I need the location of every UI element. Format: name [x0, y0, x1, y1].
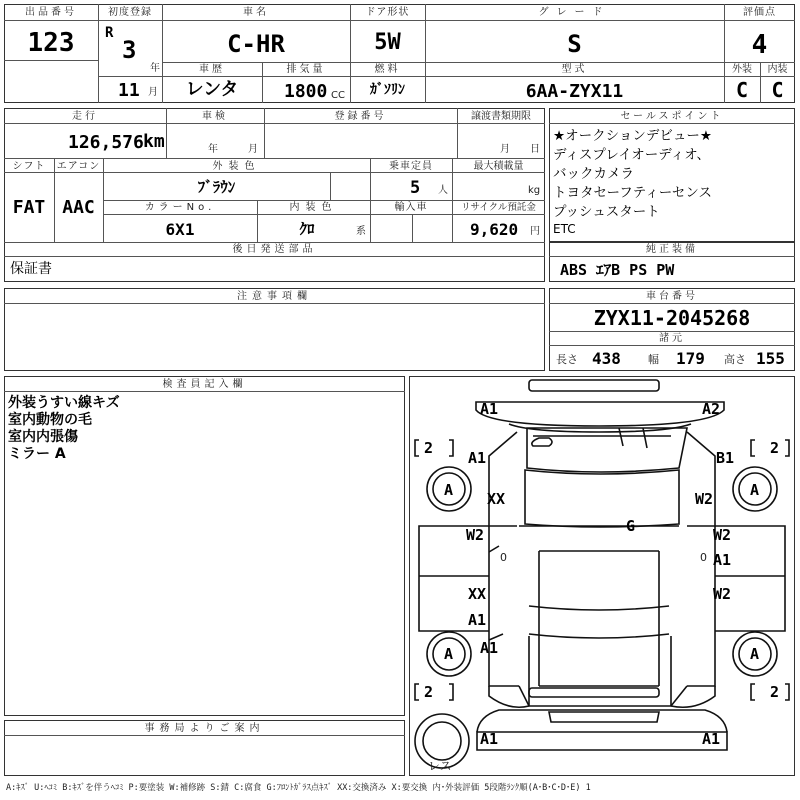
- chassis-label: 車台番号: [646, 291, 698, 302]
- reg-year: 3: [122, 36, 137, 64]
- tire-rl: 2: [424, 683, 434, 701]
- mark-right-zero: 0: [700, 551, 707, 564]
- reg-year-unit: 年: [150, 63, 160, 74]
- capacity: 5: [410, 178, 421, 198]
- inspector-label: 検査員記入欄: [162, 379, 247, 390]
- chassis-number: ZYX11-2045268: [593, 306, 751, 330]
- mark-left-xx: XX: [487, 490, 506, 508]
- reg-month-unit: 月: [148, 87, 158, 98]
- int-color: ｸﾛ: [299, 220, 315, 238]
- interior-score: C: [771, 78, 784, 102]
- mark-wheel-rr: A: [750, 645, 760, 663]
- mark-wheel-fr: A: [750, 481, 760, 499]
- mark-left-front-door: W2: [466, 526, 485, 544]
- mileage-unit: km: [143, 131, 165, 152]
- recycle-unit: 円: [530, 226, 540, 237]
- inspector-line: ミラー A: [8, 446, 66, 462]
- later-parts: 保証書: [10, 261, 52, 277]
- load-label: 最大積載量: [473, 161, 524, 172]
- mark-rear-right: A1: [702, 730, 721, 748]
- score: 4: [751, 30, 768, 60]
- fuel-label: 燃料: [374, 64, 401, 75]
- sales-label: セールスポイント: [620, 111, 724, 122]
- door-type: 5W: [374, 30, 401, 55]
- mark-right-w2: W2: [695, 490, 714, 508]
- color-no-label: カラーNo.: [144, 202, 216, 213]
- width: 179: [676, 349, 705, 368]
- capacity-unit: 人: [438, 185, 448, 196]
- mark-right-fender: B1: [716, 449, 735, 467]
- sales-line: トヨタセーフティーセンス: [553, 185, 713, 201]
- inspection-label: 車検: [202, 111, 228, 122]
- transfer-day-unit: 日: [530, 144, 540, 155]
- model-label: 型式: [561, 64, 588, 75]
- ext-color: ﾌﾞﾗｳﾝ: [197, 178, 236, 196]
- length-label: 長さ: [556, 353, 578, 366]
- tire-rr: 2: [770, 683, 780, 701]
- era: R: [105, 25, 114, 41]
- sales-line: ディスプレイオーディオ、: [553, 147, 711, 163]
- lot-label: 出品番号: [25, 7, 77, 18]
- mark-front-right: A2: [702, 400, 721, 418]
- history-label: 車歴: [199, 64, 225, 75]
- sales-line: プッシュスタート: [553, 204, 660, 220]
- legend: A:ｷｽﾞ U:ﾍｺﾐ B:ｷｽﾞを伴うﾍｺﾐ P:要塗装 W:補修跡 S:錆 C:腐食 G:ﾌﾛﾝﾄｶﾞﾗｽ点ｷｽﾞ XX:交換済み X:要交換 内･外装評価 5段階ﾗﾝｸ順(A･B･C･D･E) 1: [6, 783, 591, 793]
- width-label: 幅: [648, 353, 659, 366]
- exterior-label: 外装: [732, 64, 752, 75]
- mark-front-left: A1: [480, 400, 499, 418]
- inspection-year-unit: 年: [208, 144, 218, 155]
- mark-right-front-door: W2: [713, 526, 732, 544]
- equip-label: 純正装備: [646, 244, 698, 255]
- ac: AAC: [62, 197, 95, 218]
- equip-value: ABS ｴｱB PS PW: [560, 261, 675, 279]
- displacement-unit: CC: [331, 90, 345, 101]
- sales-line: ★オークションデビュー★: [553, 128, 712, 144]
- transfer-month-unit: 月: [500, 144, 510, 155]
- mark-right-rear-door: W2: [713, 585, 732, 603]
- shift-label: シフト: [12, 161, 46, 172]
- inspection-month-unit: 月: [248, 144, 258, 155]
- mark-wheel-fl: A: [444, 481, 454, 499]
- mark-left-rear-door-a1: A1: [468, 611, 487, 629]
- import-label: 輸入車: [394, 202, 428, 213]
- grade: S: [567, 30, 582, 58]
- mark-left-fender: A1: [468, 449, 487, 467]
- score-label: 評価点: [743, 7, 776, 18]
- mark-left-rear-door-xx: XX: [468, 585, 487, 603]
- plate-label: 登録番号: [334, 111, 387, 122]
- lot-number: 123: [27, 28, 75, 58]
- car-name: C-HR: [227, 30, 285, 58]
- recycle-label: リサイクル預託金: [461, 202, 536, 213]
- load-unit: kg: [528, 185, 541, 196]
- reg-month: 11: [118, 80, 140, 101]
- mileage: 126,576: [68, 132, 144, 153]
- displacement-label: 排気量: [286, 64, 326, 75]
- ac-label: エアコン: [56, 161, 101, 172]
- height-label: 高さ: [724, 353, 746, 366]
- tire-fr: 2: [770, 439, 780, 457]
- mark-left-zero: 0: [500, 551, 507, 564]
- int-color-label: 内装色: [289, 202, 338, 213]
- sales-line: バックカメラ: [553, 166, 634, 182]
- mark-glass: G: [626, 517, 636, 535]
- color-no: 6X1: [165, 220, 195, 239]
- displacement: 1800: [284, 81, 328, 102]
- history: レンタ: [185, 79, 239, 100]
- inspector-line: 室内動物の毛: [8, 412, 92, 428]
- sales-line: ETC: [553, 222, 576, 236]
- mark-right-front-door-a1: A1: [713, 551, 732, 569]
- notes-label: 注意事項欄: [237, 291, 312, 302]
- capacity-label: 乗車定員: [389, 161, 433, 172]
- mileage-label: 走行: [72, 111, 98, 122]
- mark-rear-left: A1: [480, 730, 499, 748]
- length: 438: [592, 349, 621, 368]
- mark-left-rear: A1: [480, 639, 499, 657]
- spare-tire-label: レス: [428, 759, 452, 773]
- exterior-score: C: [735, 78, 749, 102]
- specs-label: 諸元: [659, 333, 685, 344]
- recycle: 9,620: [470, 220, 519, 239]
- ext-color-label: 外装色: [212, 161, 261, 172]
- mark-wheel-rl: A: [444, 645, 454, 663]
- int-color-unit: 系: [356, 226, 366, 237]
- car-name-label: 車名: [243, 7, 269, 18]
- inspector-line: 外装うすい線キズ: [8, 395, 120, 411]
- height: 155: [756, 349, 785, 368]
- office-label: 事務局よりご案内: [144, 723, 265, 734]
- fuel: ｶﾞｿﾘﾝ: [370, 82, 405, 98]
- shift: FAT: [12, 197, 46, 218]
- inspector-line: 室内内張傷: [8, 429, 78, 445]
- door-label: ドア形状: [365, 7, 410, 18]
- first-reg-label: 初度登録: [108, 7, 152, 18]
- tire-fl: 2: [424, 439, 434, 457]
- model: 6AA-ZYX11: [525, 81, 624, 102]
- transfer-label: 譲渡書類期限: [471, 111, 531, 122]
- interior-label: 内装: [767, 64, 788, 75]
- car-outline-diagram: [409, 376, 795, 776]
- grade-label: グレード: [538, 7, 611, 18]
- later-label: 後日発送部品: [232, 244, 317, 255]
